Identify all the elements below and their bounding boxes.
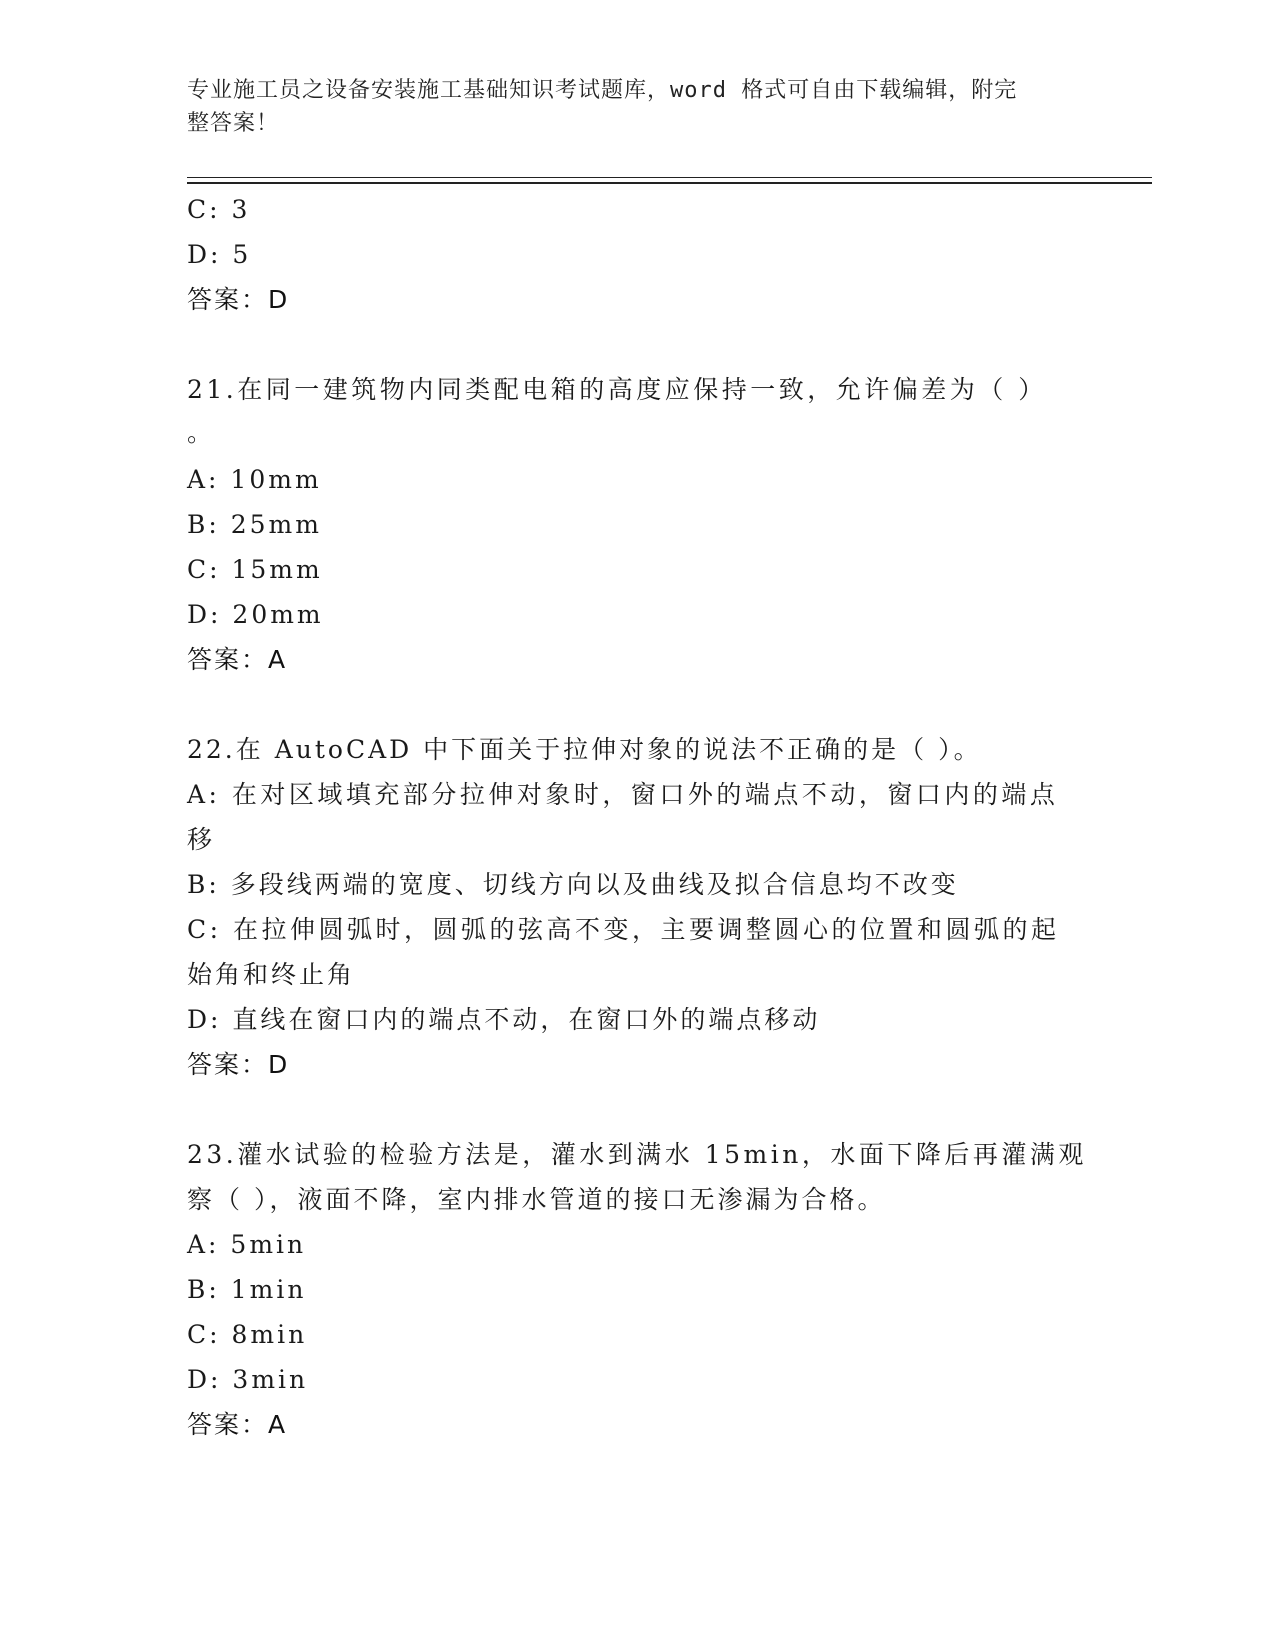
- header-line-1: 专业施工员之设备安装施工基础知识考试题库，word 格式可自由下载编辑，附完: [187, 78, 1018, 103]
- q23-option-b: B: 1min: [187, 1275, 307, 1304]
- q22-answer: 答案：D: [187, 1050, 290, 1079]
- header-divider-top: [187, 177, 1152, 178]
- q20-option-d: D: 5: [187, 240, 252, 269]
- q21-option-a: A: 10mm: [187, 465, 322, 494]
- q23-answer: 答案：A: [187, 1410, 288, 1439]
- q21-option-c: C: 15mm: [187, 555, 323, 584]
- q22-option-d: D: 直线在窗口内的端点不动，在窗口外的端点移动: [187, 1005, 821, 1034]
- q23-stem-line-1: 23.灌水试验的检验方法是，灌水到满水 15min，水面下降后再灌满观: [187, 1140, 1087, 1169]
- q21-stem-line-2: 。: [187, 418, 216, 447]
- q22-option-a-line-1: A: 在对区域填充部分拉伸对象时，窗口外的端点不动，窗口内的端点: [187, 780, 1059, 809]
- q22-stem: 22.在 AutoCAD 中下面关于拉伸对象的说法不正确的是（ ）。: [187, 735, 982, 764]
- q21-stem-line-1: 21.在同一建筑物内同类配电箱的高度应保持一致，允许偏差为（ ）: [187, 375, 1047, 404]
- q22-option-b: B: 多段线两端的宽度、切线方向以及曲线及拟合信息均不改变: [187, 870, 959, 899]
- q22-option-c-line-2: 始角和终止角: [187, 960, 356, 989]
- q20-answer: 答案：D: [187, 285, 290, 314]
- q23-option-a: A: 5min: [187, 1230, 307, 1259]
- q20-option-c: C: 3: [187, 195, 251, 224]
- document-header: [187, 74, 1067, 140]
- q22-option-a-line-2: 移: [187, 825, 216, 854]
- q21-option-d: D: 20mm: [187, 600, 324, 629]
- header-line-2: 整答案！: [187, 111, 280, 136]
- q23-stem-line-2: 察（ ），液面不降，室内排水管道的接口无渗漏为合格。: [187, 1185, 886, 1214]
- q21-option-b: B: 25mm: [187, 510, 322, 539]
- q22-option-c-line-1: C: 在拉伸圆弧时，圆弧的弦高不变，主要调整圆心的位置和圆弧的起: [187, 915, 1060, 944]
- q23-option-c: C: 8min: [187, 1320, 308, 1349]
- header-divider-bottom: [187, 182, 1152, 184]
- q23-option-d: D: 3min: [187, 1365, 309, 1394]
- q21-answer: 答案：A: [187, 645, 288, 674]
